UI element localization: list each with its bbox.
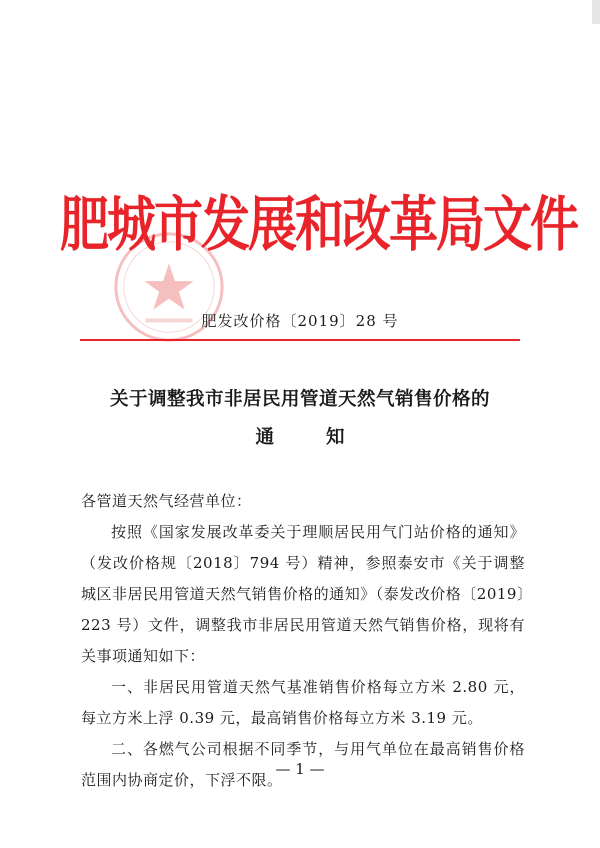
body-paragraph-1: 按照《国家发展改革委关于理顺居民用气门站价格的通知》（发改价格规〔2018〕794 号）精神，参照泰安市《关于调整城区非居民用管道天然气销售价格的通知》（泰发改价格〔2019〕223 号）文件，调整我市非居民用管道天然气销售价格，现将有关事项通知如下：: [81, 523, 525, 665]
notice-title-line-1: 关于调整我市非居民用管道天然气销售价格的: [109, 389, 490, 410]
body-paragraph-3: 二、各燃气公司根据不同季节，与用气单位在最高销售价格范围内协商定价，下浮不限。: [81, 740, 525, 789]
bleed-through-text: [80, 128, 520, 152]
red-divider-line: [80, 339, 520, 341]
page-corner-shadow: [592, 0, 600, 24]
page-number: — 1 —: [275, 760, 325, 778]
body-paragraph-2: 一、非居民用管道天然气基准销售价格每立方米 2.80 元，每立方米上浮 0.39 元，最高销售价格每立方米 3.19 元。: [81, 678, 525, 727]
notice-body: [81, 486, 525, 796]
notice-title-line-2: 通知: [255, 427, 397, 448]
salutation: 各管道天然气经营单位：: [81, 492, 252, 510]
document-number: 肥发改价格〔2019〕28 号: [201, 312, 399, 330]
issuing-authority-title: 肥城市发展和改革局文件: [60, 188, 578, 260]
